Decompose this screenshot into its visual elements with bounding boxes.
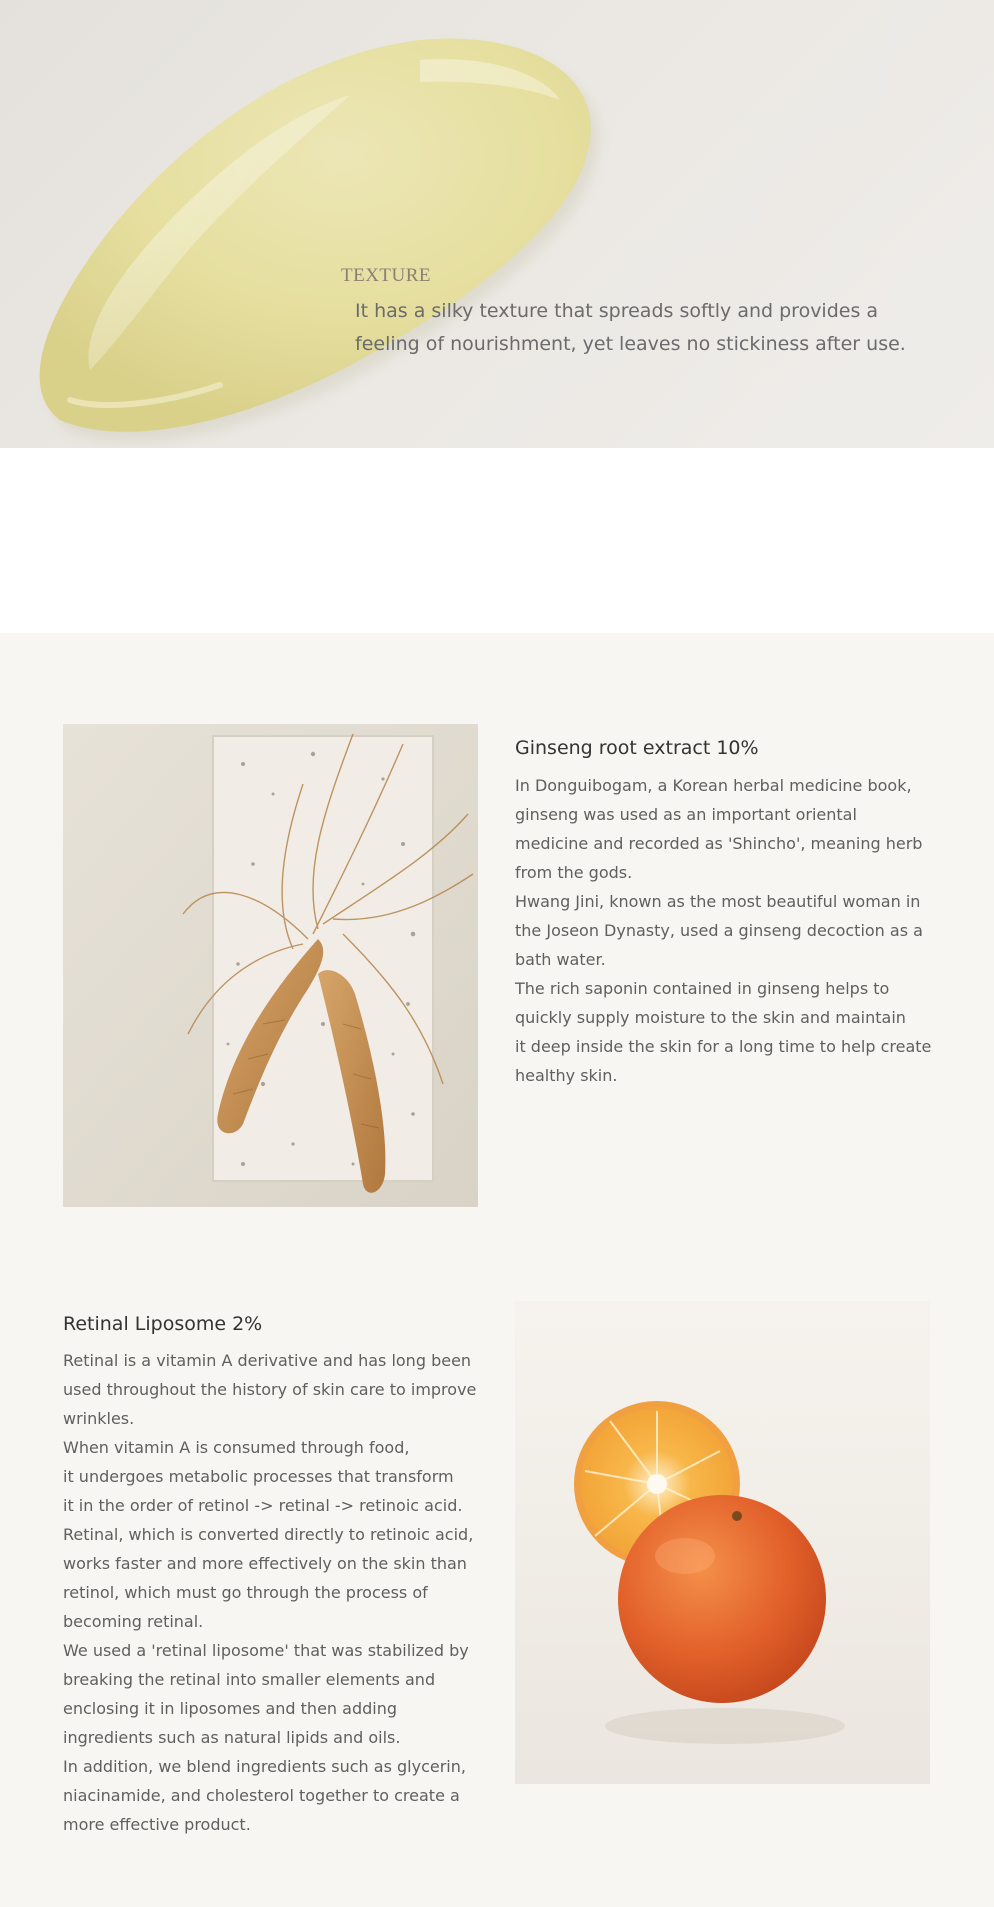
cream-swatch-image [0,0,994,448]
texture-hero [0,0,994,448]
ginseng-root-image [63,724,478,1207]
retinal-title: Retinal Liposome 2% [63,1313,263,1335]
section-spacer [0,448,994,633]
ginseng-title: Ginseng root extract 10% [515,737,759,759]
orange-image [515,1301,930,1784]
texture-description: It has a silky texture that spreads softly and provides a feeling of nourishment, yet leaves no stickiness after use. [355,300,906,355]
ginseng-description: In Donguibogam, a Korean herbal medicine book, ginseng was used as an important oriental medicine and recorded as 'Shincho', meaning herb from the gods. Hwang Jini, known as the most beautiful woman in the Joseon Dynasty, used a ginseng decoction as a bath water. The rich saponin contained in ginseng helps to quickly supply moisture to the skin and maintain it deep inside the skin for a long time to help create healthy skin. [515,776,932,1085]
texture-label: TEXTURE [341,265,432,286]
retinal-description: Retinal is a vitamin A derivative and has long been used throughout the history of skin care to improve wrinkles. When vitamin A is consumed through food, it undergoes metabolic processes that transform it in the order of retinol -> retinal -> retinoic acid. Retinal, which is converted directly to retinoic acid, works faster and more effectively on the skin than retinol, which must go through the process of becoming retinal. We used a 'retinal liposome' that was stabilized by breaking the retinal into smaller elements and enclosing it in liposomes and then adding ingredients such as natural lipids and oils. In addition, we blend ingredients such as glycerin, niacinamide, and cholesterol together to create a more effective product. [63,1351,477,1834]
ingredients-section [0,633,994,1907]
